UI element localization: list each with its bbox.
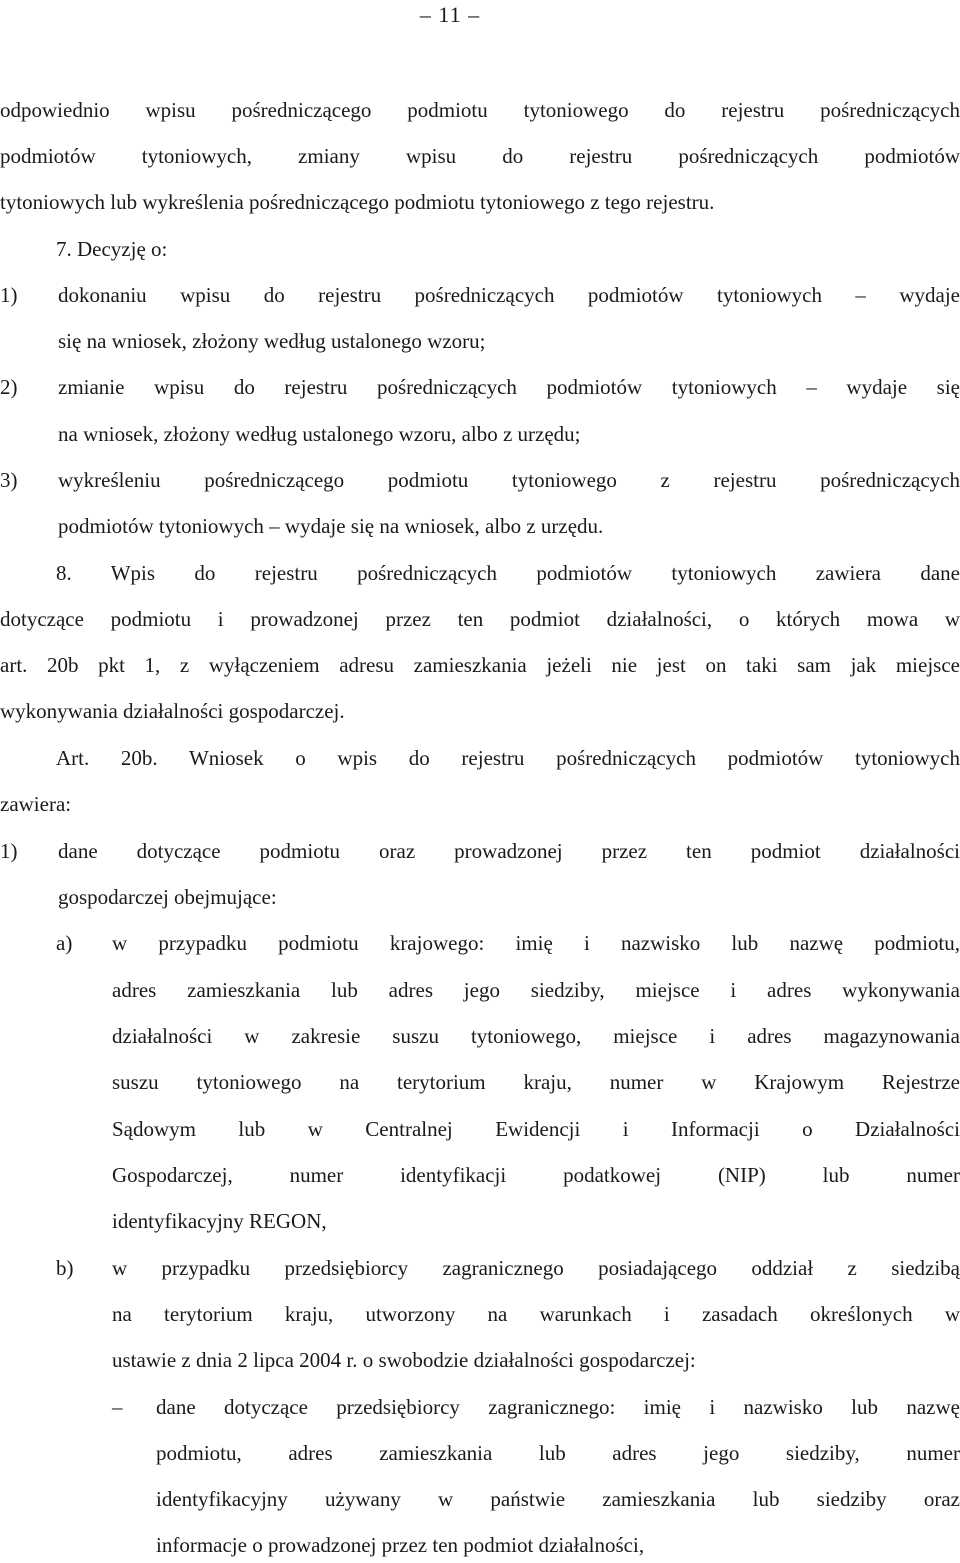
sub-item xyxy=(0,1253,960,1283)
sub-item-text: ustawie z dnia 2 lipca 2004 r. o swobodzie działalności gospodarczej: xyxy=(112,1348,696,1372)
dash-item xyxy=(0,1392,960,1422)
text-line: tytoniowych lub wykreślenia pośredniczącego podmiotu tytoniowego z tego rejestru. xyxy=(0,190,715,214)
article-heading: Art. 20b. Wniosek o wpis do rejestru pośredniczących podmiotów tytoniowych xyxy=(56,746,960,770)
list-number: 1) xyxy=(0,839,18,863)
list-item-text: podmiotów tytoniowych – wydaje się na wniosek, albo z urzędu. xyxy=(58,514,604,538)
list-number: 2) xyxy=(0,375,18,399)
text-line: odpowiednio wpisu pośredniczącego podmiotu tytoniowego do rejestru pośredniczących xyxy=(0,98,960,122)
sub-item-text: Sądowym lub w Centralnej Ewidencji i Informacji o Działalności xyxy=(112,1117,960,1141)
list-item xyxy=(0,372,960,402)
sub-item-text: suszu tytoniowego na terytorium kraju, numer w Krajowym Rejestrze xyxy=(112,1070,960,1094)
text-line: wykonywania działalności gospodarczej. xyxy=(0,699,345,723)
list-item xyxy=(0,280,960,310)
list-item-text: zmianie wpisu do rejestru pośredniczących podmiotów tytoniowych – wydaje się xyxy=(58,375,960,399)
text-line: 8. Wpis do rejestru pośredniczących podmiotów tytoniowych zawiera dane xyxy=(56,561,960,585)
sub-item-letter: a) xyxy=(56,931,73,955)
dash-item-text: informacje o prowadzonej przez ten podmiot działalności, xyxy=(156,1533,645,1557)
sub-item-text: w przypadku przedsiębiorcy zagranicznego posiadającego oddział z siedzibą xyxy=(112,1256,960,1280)
list-number: 1) xyxy=(0,283,18,307)
text-line: dotyczące podmiotu i prowadzonej przez ten podmiot działalności, o których mowa w xyxy=(0,607,960,631)
list-item-text: gospodarczej obejmujące: xyxy=(58,885,277,909)
list-item-text: na wniosek, złożony według ustalonego wzoru, albo z urzędu; xyxy=(58,422,581,446)
list-item xyxy=(0,836,960,866)
text-line: art. 20b pkt 1, z wyłączeniem adresu zamieszkania jeżeli nie jest on taki sam jak miejsce xyxy=(0,653,960,677)
list-item-text: się na wniosek, złożony według ustalonego wzoru; xyxy=(58,329,486,353)
list-item xyxy=(0,465,960,495)
section-heading: 7. Decyzję o: xyxy=(56,237,168,261)
list-number: 3) xyxy=(0,468,18,492)
sub-item xyxy=(0,928,960,958)
list-item-text: wykreśleniu pośredniczącego podmiotu tytoniowego z rejestru pośredniczących xyxy=(58,468,960,492)
page-number: – 11 – xyxy=(419,2,481,27)
text-line: zawiera: xyxy=(0,792,72,816)
sub-item-letter: b) xyxy=(56,1256,74,1280)
sub-item-text: w przypadku podmiotu krajowego: imię i nazwisko lub nazwę podmiotu, xyxy=(112,931,960,955)
sub-item-text: identyfikacyjny REGON, xyxy=(112,1209,327,1233)
sub-item-text: na terytorium kraju, utworzony na warunkach i zasadach określonych w xyxy=(112,1302,960,1326)
sub-item-text: Gospodarczej, numer identyfikacji podatkowej (NIP) lub numer xyxy=(112,1163,960,1187)
list-item-text: dokonaniu wpisu do rejestru pośredniczących podmiotów tytoniowych – wydaje xyxy=(58,283,960,307)
text-line: podmiotów tytoniowych, zmiany wpisu do rejestru pośredniczących podmiotów xyxy=(0,144,960,168)
sub-item-text: adres zamieszkania lub adres jego siedziby, miejsce i adres wykonywania xyxy=(112,978,960,1002)
sub-item-text: działalności w zakresie suszu tytoniowego, miejsce i adres magazynowania xyxy=(112,1024,960,1048)
dash-item-text: identyfikacyjny używany w państwie zamieszkania lub siedziby oraz xyxy=(156,1487,960,1511)
dash-item-text: podmiotu, adres zamieszkania lub adres jego siedziby, numer xyxy=(156,1441,960,1465)
dash-marker: – xyxy=(112,1395,123,1419)
dash-item-text: dane dotyczące przedsiębiorcy zagranicznego: imię i nazwisko lub nazwę xyxy=(156,1395,960,1419)
list-item-text: dane dotyczące podmiotu oraz prowadzonej przez ten podmiot działalności xyxy=(58,839,960,863)
